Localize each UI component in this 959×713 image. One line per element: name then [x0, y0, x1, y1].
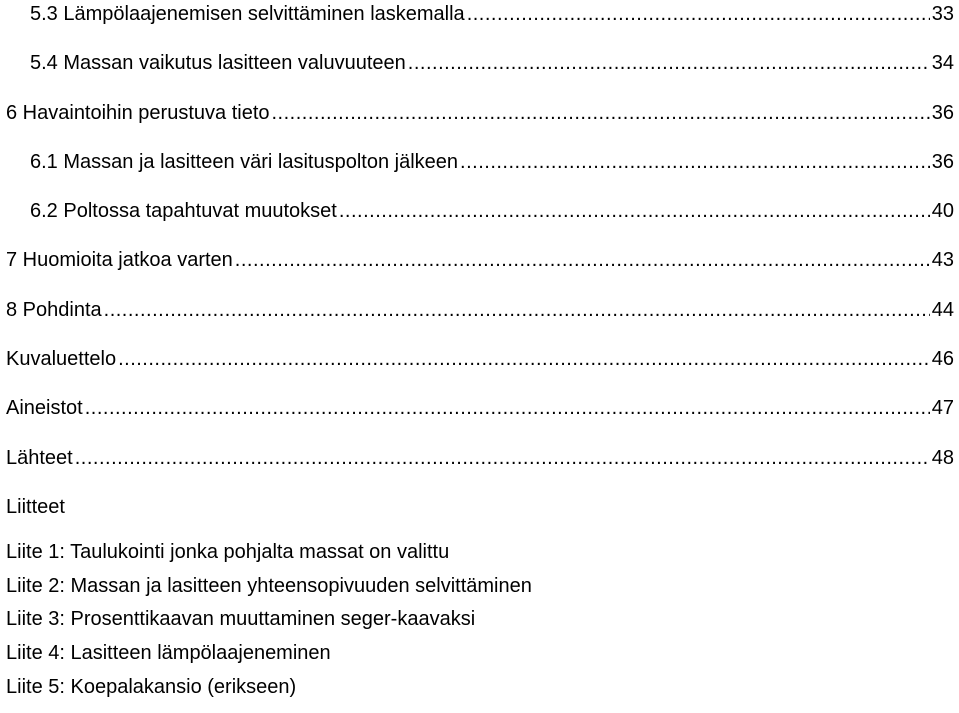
toc-entry[interactable] [6, 444, 954, 493]
dot-leader [339, 197, 930, 226]
appendices-heading: Liitteet [6, 495, 65, 518]
appendix-item: Liite 3: Prosenttikaavan muuttaminen seger-kaavaksi [6, 608, 476, 631]
toc-entry[interactable] [6, 246, 954, 295]
toc-entry-page: 33 [930, 0, 954, 29]
toc-entry-label: 5.4 Massan vaikutus lasitteen valuvuuteen [30, 49, 408, 78]
dot-leader [408, 49, 930, 78]
toc-entry-label: Lähteet [6, 444, 75, 473]
toc-entry-page: 43 [930, 246, 954, 275]
toc-entry-label: Aineistot [6, 394, 85, 423]
toc-entry-page: 46 [930, 345, 954, 374]
dot-leader [460, 148, 930, 177]
dot-leader [467, 0, 930, 29]
appendix-list [6, 536, 954, 704]
toc-entry-label: 7 Huomioita jatkoa varten [6, 246, 235, 275]
toc-entry-page: 40 [930, 197, 954, 226]
toc-entry[interactable] [6, 49, 954, 98]
toc-entry-page: 48 [930, 444, 954, 473]
toc-entry[interactable] [6, 296, 954, 345]
appendix-item: Liite 2: Massan ja lasitteen yhteensopivuuden selvittäminen [6, 574, 532, 597]
dot-leader [235, 246, 930, 275]
toc-entry-page: 44 [930, 296, 954, 325]
toc-entry-page: 47 [930, 394, 954, 423]
dot-leader [118, 345, 930, 374]
dot-leader [75, 444, 930, 473]
toc-entry[interactable] [6, 148, 954, 197]
toc-entry-label: 5.3 Lämpölaajenemisen selvittäminen laskemalla [30, 0, 467, 29]
dot-leader [85, 394, 930, 423]
toc-entry[interactable] [6, 394, 954, 443]
dot-leader [272, 99, 930, 128]
toc-entry-page: 36 [930, 99, 954, 128]
toc-entry[interactable] [6, 99, 954, 148]
toc-entry[interactable] [6, 345, 954, 394]
toc-entry-label: 8 Pohdinta [6, 296, 104, 325]
toc-entry[interactable] [6, 197, 954, 246]
toc-entry-label: 6.2 Poltossa tapahtuvat muutokset [30, 197, 339, 226]
toc-entry-page: 36 [930, 148, 954, 177]
appendix-item: Liite 4: Lasitteen lämpölaajeneminen [6, 642, 331, 665]
toc-entry-label: Kuvaluettelo [6, 345, 118, 374]
toc-entry[interactable] [6, 0, 954, 49]
toc-entry-page: 34 [930, 49, 954, 78]
toc-entry-label: 6 Havaintoihin perustuva tieto [6, 99, 272, 128]
toc-entry-label: 6.1 Massan ja lasitteen väri lasituspolton jälkeen [30, 148, 460, 177]
table-of-contents [6, 0, 954, 704]
dot-leader [104, 296, 930, 325]
appendix-item: Liite 5: Koepalakansio (erikseen) [6, 675, 297, 698]
appendix-item: Liite 1: Taulukointi jonka pohjalta massat on valittu [6, 541, 450, 564]
